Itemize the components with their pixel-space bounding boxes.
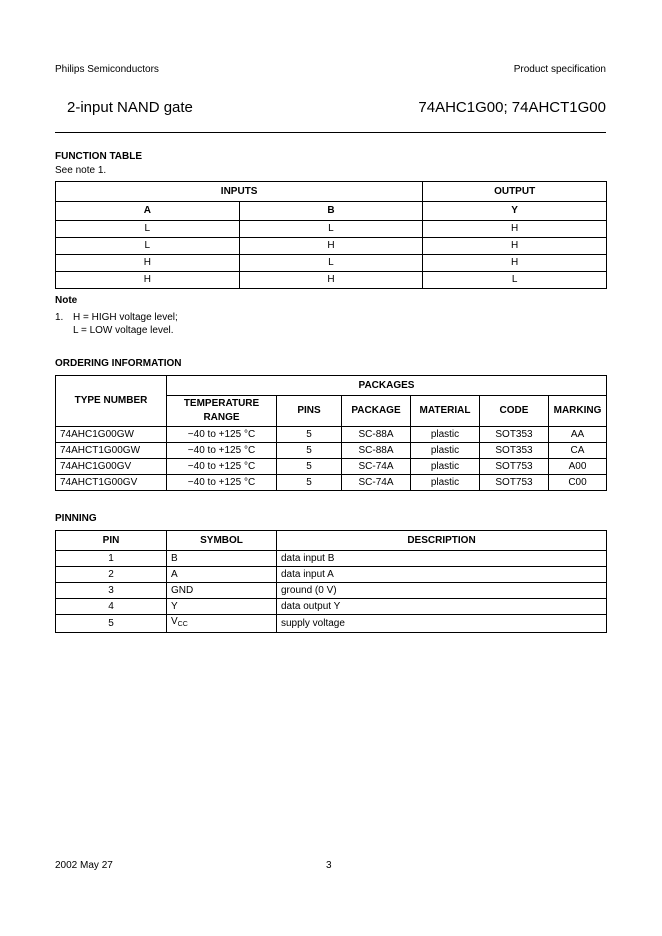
company-name: Philips Semiconductors [55,64,159,75]
temperature-range: −40 to +125 °C [167,443,277,459]
ordering-group-row [56,376,607,396]
pin-number: 3 [56,583,167,599]
ordering-table [55,375,607,491]
pin-symbol [167,599,277,615]
document-type: Product specification [513,64,606,75]
function-table-column-row [56,202,607,221]
material: plastic [411,459,480,475]
pin-symbol-subscript: CC [177,621,188,628]
pin-description: data input A [277,567,607,583]
pinning-table-body [56,551,607,633]
part-numbers: 74AHC1G00; 74AHCT1G00 [418,99,606,116]
col-b-header: B [239,202,423,221]
pin-header: PIN [56,531,167,551]
type-number: 74AHCT1G00GW [56,443,167,459]
marking-header: MARKING [549,396,607,427]
code-header: CODE [480,396,549,427]
page-title: 2-input NAND gate [67,99,193,116]
note-line-1: H = HIGH voltage level; [73,312,178,323]
header-divider [55,132,606,133]
pin-symbol-text: V [171,616,178,627]
pin-symbol-text: A [171,568,178,580]
table-row [56,475,607,491]
package-header: PACKAGE [342,396,411,427]
type-number-header: TYPE NUMBER [56,376,167,427]
marking: A00 [549,459,607,475]
inputs-group-header: INPUTS [56,182,423,202]
function-table-heading: FUNCTION TABLE [55,151,143,162]
description-header: DESCRIPTION [277,531,607,551]
value-b: H [239,238,423,255]
pin-number: 5 [56,615,167,633]
code: SOT353 [480,427,549,443]
type-number: 74AHC1G00GV [56,459,167,475]
table-row [56,551,607,567]
type-number: 74AHC1G00GW [56,427,167,443]
function-table-group-row [56,182,607,202]
pin-description: supply voltage [277,615,607,633]
value-b: L [239,255,423,272]
table-row [56,459,607,475]
footer-date: 2002 May 27 [55,860,113,871]
temperature-header: TEMPERATURE RANGE [167,396,277,427]
value-a: H [56,272,240,289]
pin-description: ground (0 V) [277,583,607,599]
pin-symbol [167,567,277,583]
pin-symbol-text: GND [171,584,194,596]
pin-number: 1 [56,551,167,567]
page-number: 3 [326,860,332,871]
pins: 5 [277,459,342,475]
pins-header: PINS [277,396,342,427]
pin-symbol [167,583,277,599]
table-row [56,272,607,289]
pin-symbol-text: B [171,552,178,564]
marking: C00 [549,475,607,491]
material: plastic [411,427,480,443]
table-row [56,615,607,633]
symbol-header: SYMBOL [167,531,277,551]
value-y: H [423,221,607,238]
value-a: L [56,238,240,255]
col-a-header: A [56,202,240,221]
col-y-header: Y [423,202,607,221]
pin-symbol [167,615,277,633]
code: SOT753 [480,459,549,475]
function-table-note-ref: See note 1. [55,165,107,176]
value-a: H [56,255,240,272]
value-y: H [423,255,607,272]
value-b: H [239,272,423,289]
temperature-range: −40 to +125 °C [167,459,277,475]
pin-symbol [167,551,277,567]
pins: 5 [277,443,342,459]
temperature-range: −40 to +125 °C [167,475,277,491]
temperature-range: −40 to +125 °C [167,427,277,443]
note-heading: Note [55,295,78,306]
table-row [56,567,607,583]
table-row [56,255,607,272]
marking: CA [549,443,607,459]
package: SC-88A [342,443,411,459]
code: SOT753 [480,475,549,491]
pin-description: data output Y [277,599,607,615]
pins: 5 [277,427,342,443]
type-number: 74AHCT1G00GV [56,475,167,491]
table-row [56,427,607,443]
value-b: L [239,221,423,238]
table-row [56,238,607,255]
table-row [56,583,607,599]
material: plastic [411,443,480,459]
package: SC-88A [342,427,411,443]
pin-description: data input B [277,551,607,567]
pin-symbol-text: Y [171,600,178,612]
output-group-header: OUTPUT [423,182,607,202]
table-row [56,221,607,238]
code: SOT353 [480,443,549,459]
pin-number: 2 [56,567,167,583]
pin-number: 4 [56,599,167,615]
pins: 5 [277,475,342,491]
table-row [56,443,607,459]
function-table [55,181,607,289]
function-table-body [56,221,607,289]
ordering-heading: ORDERING INFORMATION [55,358,182,369]
pinning-header-row [56,531,607,551]
value-y: L [423,272,607,289]
package: SC-74A [342,459,411,475]
ordering-table-body [56,427,607,491]
material: plastic [411,475,480,491]
pinning-table [55,530,607,633]
table-row [56,599,607,615]
material-header: MATERIAL [411,396,480,427]
packages-group-header: PACKAGES [167,376,607,396]
value-a: L [56,221,240,238]
note-line-2: L = LOW voltage level. [73,325,174,336]
note-number: 1. [55,312,64,323]
marking: AA [549,427,607,443]
pinning-heading: PINNING [55,513,97,524]
value-y: H [423,238,607,255]
package: SC-74A [342,475,411,491]
